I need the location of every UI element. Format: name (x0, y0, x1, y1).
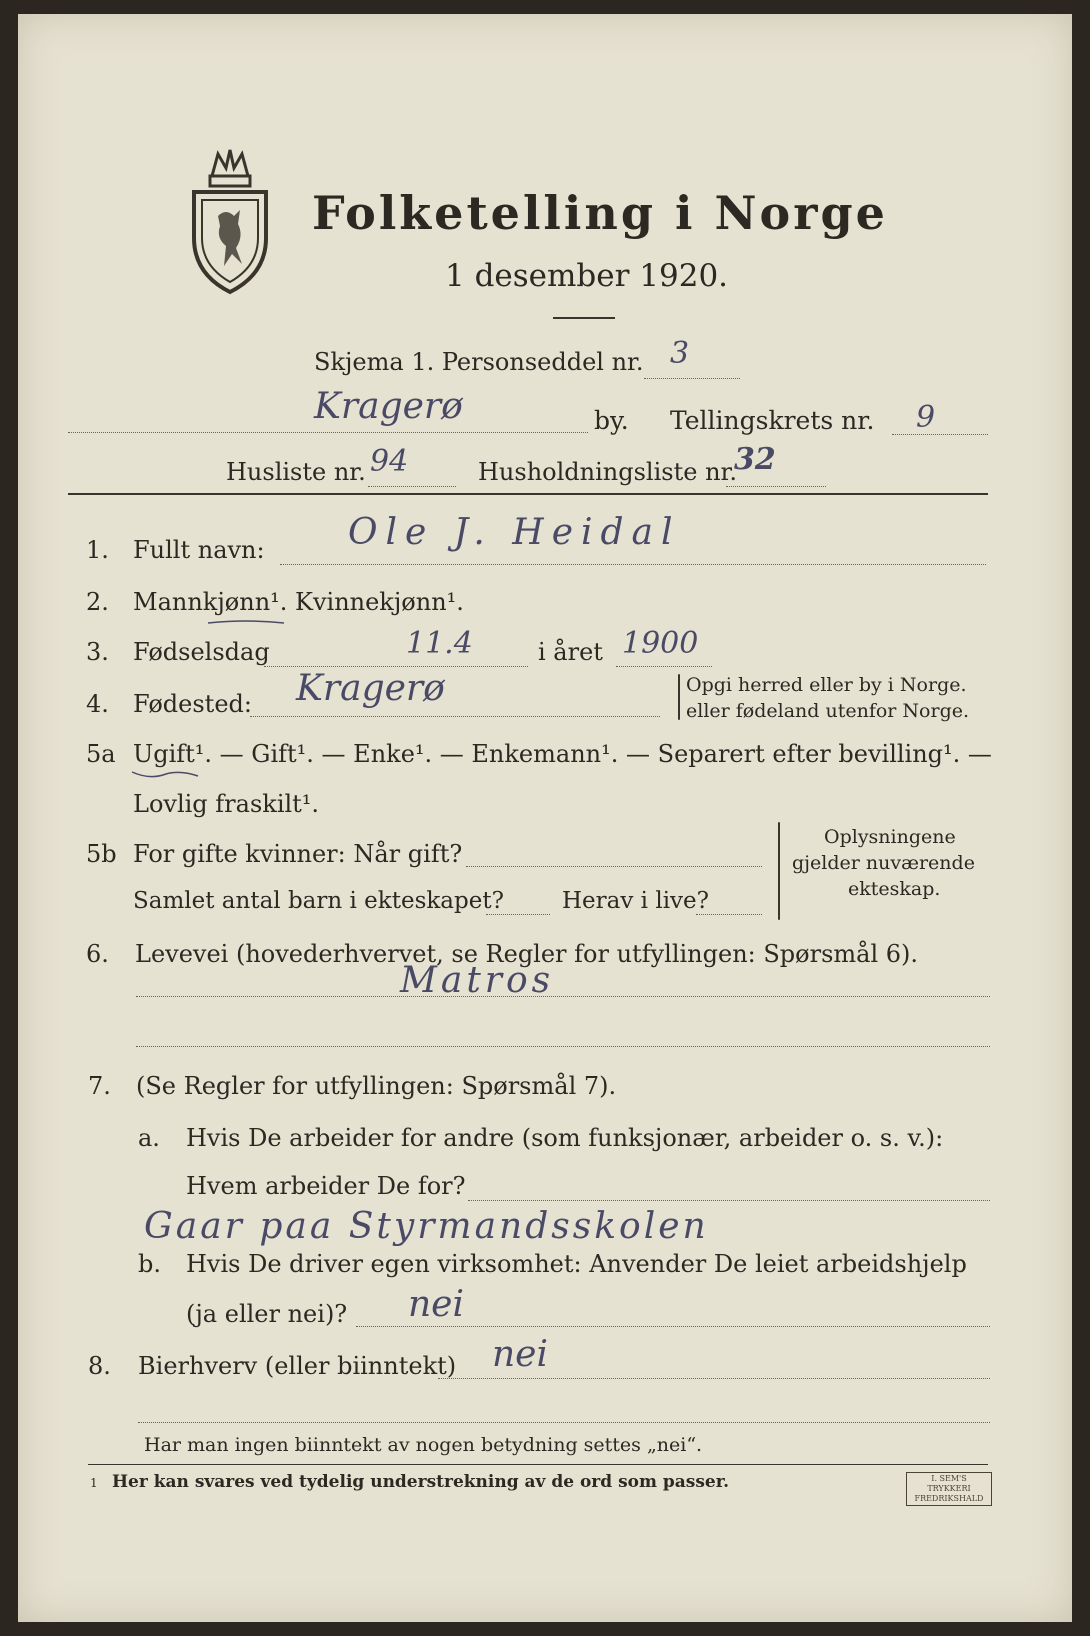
q3-day[interactable]: 11.4 (406, 626, 473, 661)
q4-brace (678, 674, 680, 720)
q4-number: 4. (86, 690, 109, 718)
schema-number[interactable]: 3 (670, 336, 690, 371)
q1-answer[interactable]: Ole J. Heidal (348, 512, 681, 553)
q7b-line (356, 1326, 990, 1327)
krets-number[interactable]: 9 (916, 400, 936, 435)
header-rule (68, 493, 988, 495)
coat-of-arms-icon (188, 146, 272, 296)
q1-line (280, 564, 986, 565)
q5a-label-line2: Lovlig fraskilt¹. (133, 790, 320, 818)
footer-rule (88, 1464, 988, 1465)
place-line (68, 432, 588, 433)
q5b-alive-line (696, 914, 762, 915)
footer-note: Har man ingen biinntekt av nogen betydning settes „nei“. (144, 1434, 703, 1456)
q5a-number: 5a (86, 740, 116, 768)
q7a-number: a. (138, 1124, 160, 1152)
q8-line (438, 1378, 990, 1379)
q7-label: (Se Regler for utfyllingen: Spørsmål 7). (136, 1072, 617, 1100)
q1-number: 1. (86, 536, 109, 564)
q8-label: Bierhverv (eller biinntekt) (138, 1352, 457, 1380)
q3-number: 3. (86, 638, 109, 666)
q6-number: 6. (86, 940, 109, 968)
footnote: Her kan svares ved tydelig understrekning av de ord som passer. (112, 1472, 730, 1492)
q5b-label: For gifte kvinner: Når gift? (133, 840, 463, 868)
q1-label: Fullt navn: (133, 536, 265, 564)
q7b-label-line2: (ja eller nei)? (186, 1300, 348, 1328)
q2-label: Mannkjønn¹. Kvinnekjønn¹. (133, 588, 464, 616)
q2-underline (206, 618, 286, 626)
q7b-number: b. (138, 1250, 161, 1278)
q4-answer[interactable]: Kragerø (296, 668, 445, 709)
q5b-label-alive: Herav i live? (562, 888, 709, 914)
q3-year[interactable]: 1900 (622, 626, 699, 661)
q5b-children-line (486, 914, 550, 915)
q4-label: Fødested: (133, 690, 252, 718)
q7a-label: Hvis De arbeider for andre (som funksjonær, arbeider o. s. v.): (186, 1124, 944, 1152)
q6-answer[interactable]: Matros (400, 960, 555, 1001)
q8-number: 8. (88, 1352, 111, 1380)
q4-line (250, 716, 660, 717)
q6-line2 (136, 1046, 990, 1047)
q5b-when-line (466, 866, 762, 867)
husliste-number[interactable]: 94 (370, 444, 409, 479)
husholdning-number[interactable]: 32 (734, 442, 776, 477)
footnote-mark: 1 (90, 1476, 98, 1490)
place-answer[interactable]: Kragerø (314, 386, 463, 427)
husliste-label: Husliste nr. (226, 458, 366, 486)
q5b-note-line2: gjelder nuværende (792, 852, 975, 874)
q5b-brace (778, 822, 780, 920)
q5b-label-children: Samlet antal barn i ekteskapet? (133, 888, 504, 914)
q8-extra-line (138, 1422, 990, 1423)
q2-number: 2. (86, 588, 109, 616)
title-divider (553, 317, 615, 319)
q4-note-line1: Opgi herred eller by i Norge. (686, 674, 967, 696)
q3-label: Fødselsdag (133, 638, 270, 666)
form-title: Folketelling i Norge (312, 186, 888, 240)
census-date: 1 desember 1920. (445, 258, 729, 294)
q5a-underline (130, 768, 200, 780)
schema-label: Skjema 1. Personseddel nr. (314, 348, 644, 376)
krets-line (892, 434, 988, 435)
q5b-number: 5b (86, 840, 117, 868)
husholdning-line (726, 486, 826, 487)
q8-answer[interactable]: nei (492, 1334, 549, 1375)
q4-note-line2: eller fødeland utenfor Norge. (686, 700, 970, 722)
census-form-page (18, 14, 1072, 1622)
q7a-answer[interactable]: Gaar paa Styrmandsskolen (144, 1206, 709, 1247)
husholdning-label: Husholdningsliste nr. (478, 458, 737, 486)
q7b-label: Hvis De driver egen virksomhet: Anvender De leiet arbeidshjelp (186, 1250, 967, 1278)
q3-year-line (616, 666, 712, 667)
q3-day-line (264, 666, 528, 667)
q7-number: 7. (88, 1072, 111, 1100)
printer-stamp: I. SEM'S TRYKKERI FREDRIKSHALD (906, 1472, 992, 1506)
q5b-note-line3: ekteskap. (848, 878, 941, 900)
q7b-answer[interactable]: nei (408, 1284, 465, 1325)
q7a-line (468, 1200, 990, 1201)
q5b-note-line1: Oplysningene (824, 826, 956, 848)
q6-label: Levevei (hovederhvervet, se Regler for utfyllingen: Spørsmål 6). (135, 940, 919, 968)
husliste-line (368, 486, 456, 487)
by-label: by. (594, 406, 629, 435)
q6-line1 (136, 996, 990, 997)
q7a-label-line2: Hvem arbeider De for? (186, 1172, 466, 1200)
q3-year-label: i året (538, 638, 603, 666)
krets-label: Tellingskrets nr. (670, 406, 875, 435)
q5a-label: Ugift¹. — Gift¹. — Enke¹. — Enkemann¹. — Separert efter bevilling¹. — (133, 740, 992, 768)
schema-number-line (644, 378, 740, 379)
